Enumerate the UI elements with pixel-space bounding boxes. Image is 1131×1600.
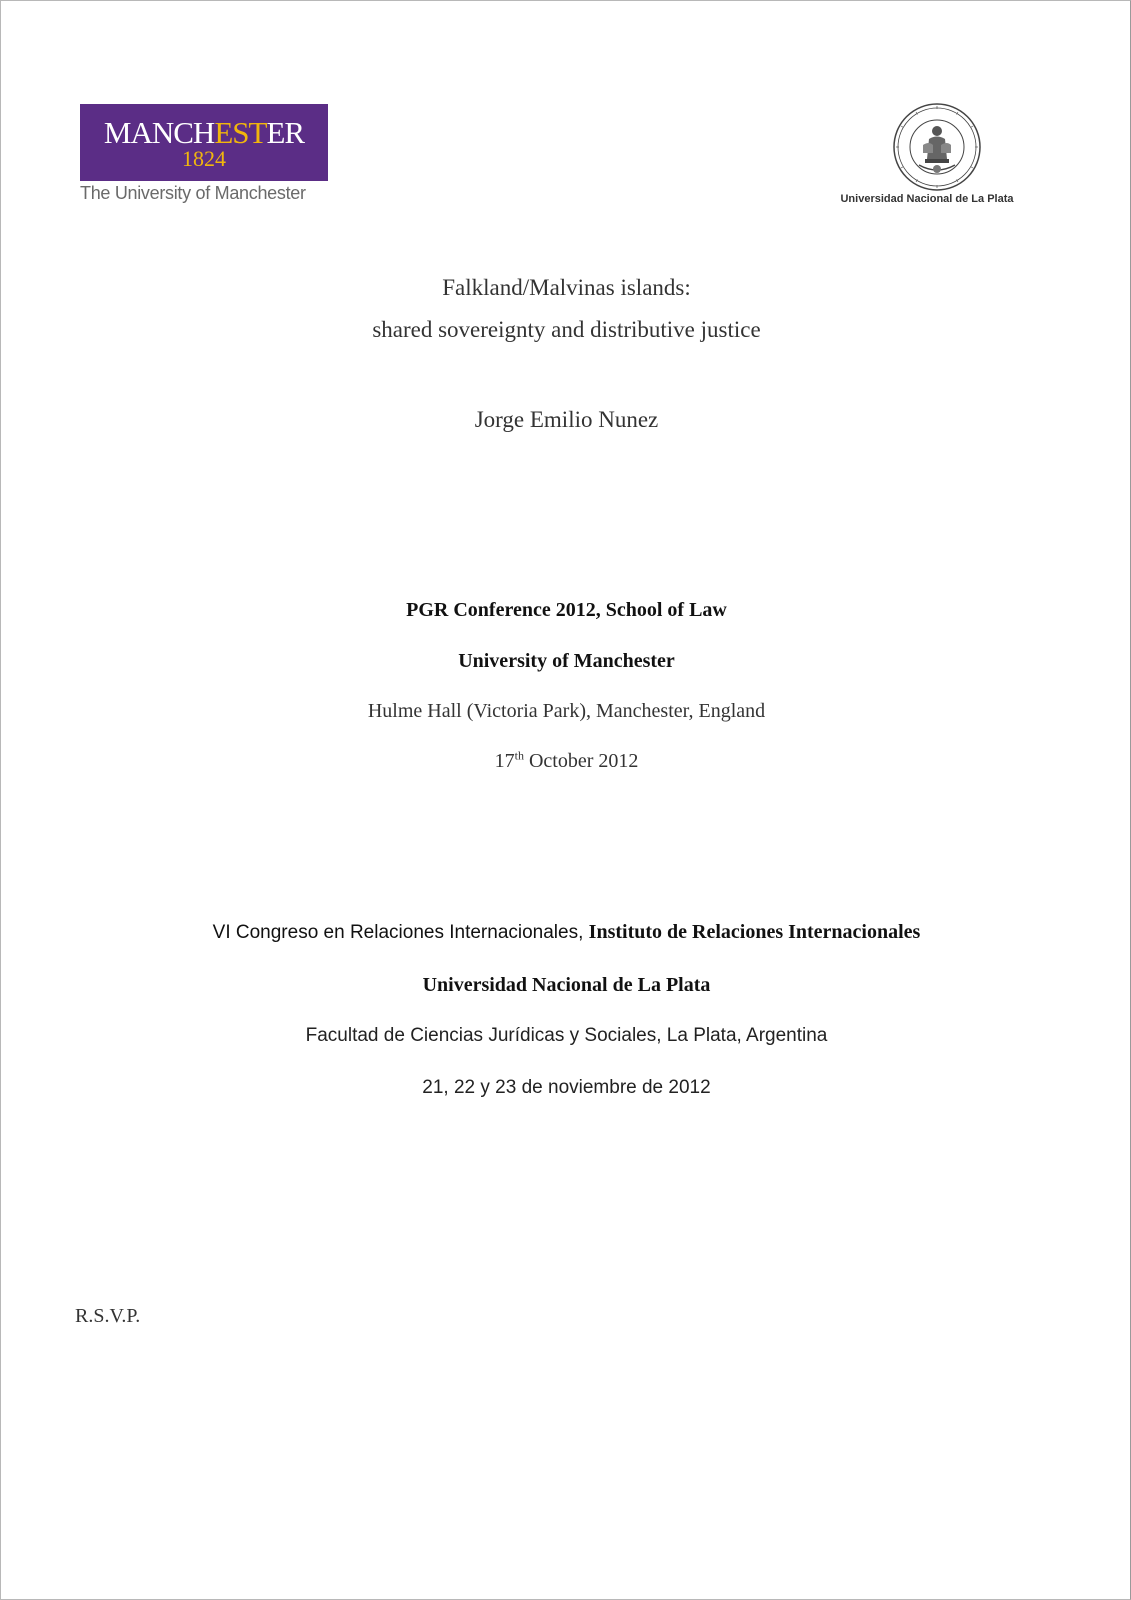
conference2-title xyxy=(1,921,1131,944)
unlp-caption: Universidad Nacional de La Plata xyxy=(840,193,1014,205)
conference2-title-part2: Instituto de Relaciones Internacionales xyxy=(588,921,921,943)
university-of-manchester-logo xyxy=(80,104,328,204)
conference1-date-day: 17 xyxy=(494,750,515,772)
manchester-wordmark xyxy=(80,117,328,149)
manchester-year: 1824 xyxy=(182,146,226,171)
author-name: Jorge Emilio Nunez xyxy=(474,407,659,432)
conference2-venue: Facultad de Ciencias Jurídicas y Sociales, La Plata, Argentina xyxy=(305,1025,828,1046)
rsvp-text: R.S.V.P. xyxy=(75,1305,141,1327)
manchester-logo-box xyxy=(80,104,328,181)
conference2-university: Universidad Nacional de La Plata xyxy=(422,974,711,996)
conference2-title-part1: VI Congreso en Relaciones Internacionales, xyxy=(212,922,589,943)
paper-title-line2: shared sovereignty and distributive justice xyxy=(372,317,761,342)
conference1-venue: Hulme Hall (Victoria Park), Manchester, England xyxy=(367,700,766,722)
conference1-date-suffix: th xyxy=(514,748,524,763)
manchester-wordmark-part1: MANCH xyxy=(103,115,215,150)
paper-title-line1: Falkland/Malvinas islands: xyxy=(442,275,691,300)
conference1-university: University of Manchester xyxy=(458,650,675,672)
conference1-date-rest: October 2012 xyxy=(523,750,639,772)
conference1-title: PGR Conference 2012, School of Law xyxy=(406,599,727,621)
manchester-wordmark-part2: EST xyxy=(214,115,267,150)
manchester-subtitle: The University of Manchester xyxy=(80,183,306,203)
manchester-wordmark-part3: ER xyxy=(266,115,305,150)
conference1-date xyxy=(1,750,1131,773)
conference2-dates: 21, 22 y 23 de noviembre de 2012 xyxy=(422,1077,711,1098)
university-seal-icon xyxy=(889,101,985,193)
unlp-logo xyxy=(817,101,1037,205)
